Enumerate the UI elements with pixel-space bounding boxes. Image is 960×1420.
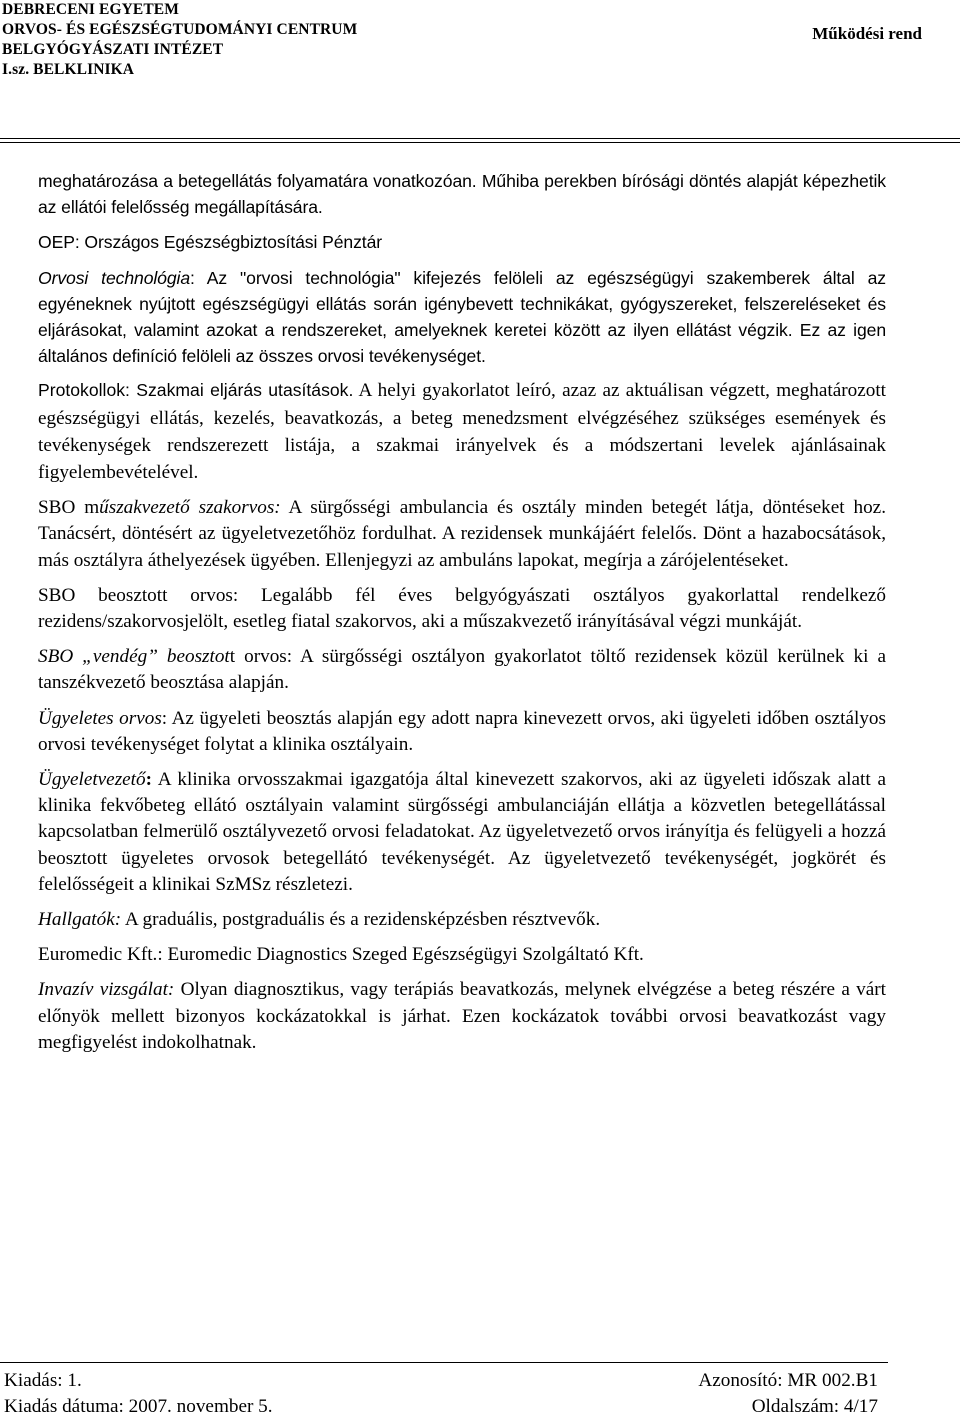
- definition-muszakvezeto: [38, 495, 886, 574]
- term-prefix: SBO m: [38, 497, 100, 519]
- term-muszakvezeto: űszakvezető szakorvos:: [99, 497, 281, 519]
- definition-invaziv-vizsgalat: [38, 977, 886, 1056]
- page-number-label: Oldalszám: 4/17: [751, 1396, 878, 1417]
- header-rule-thick: [0, 138, 960, 139]
- edition-date-label: Kiadás dátuma: 2007. november 5.: [4, 1396, 273, 1417]
- definition-euromedic: Euromedic Kft.: Euromedic Diagnostics Szeged Egészségügyi Szolgáltató Kft.: [38, 944, 644, 966]
- definition-hallgatok: [38, 907, 886, 933]
- document-footer: [4, 1368, 878, 1420]
- definition-protokollok: [38, 377, 886, 486]
- footer-row-2: [4, 1394, 878, 1420]
- term-invaziv-vizsgalat: Invazív vizsgálat:: [38, 979, 175, 1001]
- definition-text: A helyi gyakorlatot leíró, azaz az aktuálisan végzett, meghatározott egészségügyi ellátás, kezelés, beavatkozás, a beteg menedzsment elvégzéséhez szükséges események és tevékenységek rendszerezett listája, a szakmai irányelvek és a módszertani levelek ajánlásainak figyelembevételével.: [38, 380, 886, 484]
- definition-text: A klinika orvosszakmai igazgatója által kinevezett szakorvos, aki az ügyeleti időszak alatt a klinika fekvőbeteg ellátó osztályain valamint sürgősségi ambulanciáján ellátja a közvetlen betegellátással kapcsolatban felmerülő osztályvezető orvosi feladatokat. Az ügyeletvezető orvos irányítja és felügyeli a hozzá beosztott ügyeletes orvosok betegellátó tevékenységét. Az ügyeletvezető tevékenységét, jogkörét és felelősségeit a klinikai SzMSz részletezi.: [38, 769, 886, 895]
- identifier-label: Azonosító: MR 002.B1: [698, 1370, 878, 1391]
- definition-text: A graduális, postgraduális és a rezidensképzésben résztvevők.: [121, 909, 601, 931]
- term-colon: :: [145, 769, 152, 791]
- footer-row-1: [4, 1368, 878, 1394]
- definition-beosztott-orvos: SBO beosztott orvos: Legalább fél éves belgyógyászati osztályos gyakorlattal rendelkező rezidens/szakorvosjelölt, esetleg fiatal szakorvos, aki a műszakvezető irányításával végzi munkáját.: [38, 584, 886, 633]
- term-ugyeletvezeto: Ügyeletvezető: [38, 769, 146, 791]
- definition-orvosi-technologia: [38, 265, 886, 370]
- institution-line-institute: BELGYÓGYÁSZATI INTÉZET: [2, 41, 224, 58]
- definition-text: t orvos: A sürgősségi osztályon gyakorlatot töltő rezidensek közül kerülnek ki a tanszékvezető beosztása alapján.: [38, 646, 886, 694]
- document-header: [0, 0, 960, 140]
- definition-text: : Az "orvosi technológia" kifejezés felöleli az egészségügyi szakemberek által az egyéneknek nyújtott egészségügyi ellátás során igénybevett technikákat, gyógyszereket, felszereléseket és eljárásokat, valamint azokat a rendszereket, amelyeknek keretei között az ilyen ellátást végzik. Ez az igen általános definíció felöleli az összes orvosi tevékenységet.: [38, 267, 886, 367]
- definition-text: A sürgősségi ambulancia és osztály minden betegét látja, döntéseket hoz. Tanácsért, döntésért az ügyeletvezetőhöz fordulhat. A rezidensek munkájáért felelős. Dönt a hazabocsátások, más osztályra áthelyezések ügyében. Ellenjegyzi az ambuláns lapokat, megírja a zárójelentéseket.: [38, 497, 886, 571]
- institution-line-clinic: I.sz. BELKLINIKA: [2, 61, 135, 78]
- term-protokollok: Protokollok: Szakmai eljárás utasítások.: [38, 380, 354, 401]
- definition-ugyeletes-orvos: [38, 706, 886, 758]
- definition-text: Olyan diagnosztikus, vagy terápiás beavatkozás, melynek elvégzése a beteg részére a várt előnyök mellett bizonyos kockázatokkal is járhat. Ezen kockázatok további orvosi beavatkozást vagy megfigyelést indokolhatnak.: [38, 979, 886, 1053]
- term-vendeg-beosztott: SBO „vendég” beosztot: [38, 646, 230, 668]
- term-orvosi-technologia: Orvosi technológia: [38, 267, 191, 288]
- definition-oep: OEP: Országos Egészségbiztosítási Pénztár: [38, 232, 383, 253]
- definition-ugyeletvezeto: [38, 767, 886, 898]
- paragraph-continuation: meghatározása a betegellátás folyamatára vonatkozóan. Műhiba perekben bírósági döntés alapját képezhetik az ellátói felelősség megállapítására.: [38, 171, 886, 218]
- definition-text: : Az ügyeleti beosztás alapján egy adott napra kinevezett orvos, aki ügyeleti időben osztályos orvosi tevékenységet folytat a klinika osztályain.: [38, 707, 886, 755]
- footer-rule: [0, 1362, 888, 1363]
- definition-vendeg-orvos: [38, 644, 886, 696]
- institution-line-university: DEBRECENI EGYETEM: [2, 1, 179, 18]
- edition-label: Kiadás: 1.: [4, 1370, 82, 1391]
- document-body: [38, 168, 886, 1065]
- term-ugyeletes-orvos: Ügyeletes orvos: [38, 707, 162, 729]
- header-rule-thin: [0, 142, 960, 143]
- institution-line-center: ORVOS- ÉS EGÉSZSÉGTUDOMÁNYI CENTRUM: [2, 21, 358, 38]
- institution-block: [2, 0, 357, 80]
- term-hallgatok: Hallgatók:: [38, 909, 122, 931]
- document-type: Működési rend: [812, 24, 922, 43]
